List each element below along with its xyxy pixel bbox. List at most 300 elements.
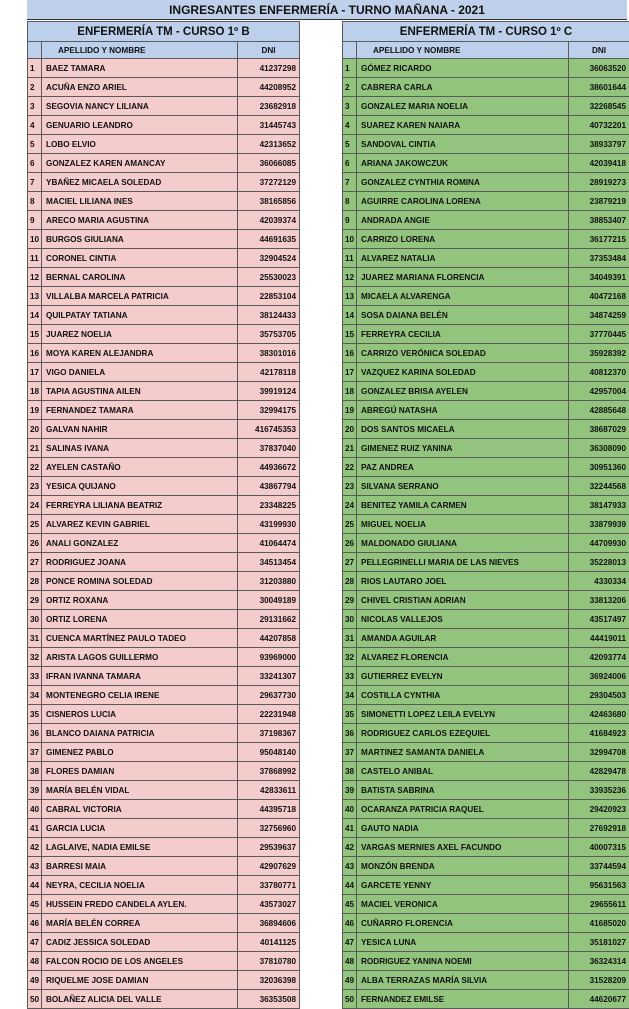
student-name: MICAELA ALVARENGA [357, 287, 569, 306]
student-name: JUAREZ MARIANA FLORENCIA [357, 268, 569, 287]
student-name: DOS SANTOS MICAELA [357, 420, 569, 439]
row-number: 47 [28, 933, 42, 952]
student-name: FERNANDEZ TAMARA [42, 401, 238, 420]
student-name: MALDONADO GIULIANA [357, 534, 569, 553]
table-row [343, 515, 629, 534]
student-name: BLANCO DAIANA PATRICIA [42, 724, 238, 743]
student-dni: 42039374 [238, 211, 300, 230]
row-number: 39 [343, 781, 357, 800]
student-name: VAZQUEZ KARINA SOLEDAD [357, 363, 569, 382]
row-number: 46 [28, 914, 42, 933]
table-row [28, 553, 300, 572]
table-row [343, 287, 629, 306]
student-dni: 41684923 [569, 724, 629, 743]
student-name: BATISTA SABRINA [357, 781, 569, 800]
student-dni: 32994708 [569, 743, 629, 762]
student-name: GARCIA LUCIA [42, 819, 238, 838]
row-number: 50 [343, 990, 357, 1009]
student-name: GONZALEZ MARIA NOELIA [357, 97, 569, 116]
table-row [28, 439, 300, 458]
row-number: 1 [343, 59, 357, 78]
row-number: 23 [28, 477, 42, 496]
row-number: 7 [343, 173, 357, 192]
course-b-rows [28, 59, 300, 1009]
student-dni: 40472168 [569, 287, 629, 306]
student-name: PELLEGRINELLI MARIA DE LAS NIEVES [357, 553, 569, 572]
student-dni: 35928392 [569, 344, 629, 363]
row-number: 44 [28, 876, 42, 895]
row-number: 42 [28, 838, 42, 857]
student-dni: 36308090 [569, 439, 629, 458]
student-dni: 43867794 [238, 477, 300, 496]
student-dni: 31528209 [569, 971, 629, 990]
row-number: 49 [28, 971, 42, 990]
student-dni: 37837040 [238, 439, 300, 458]
student-dni: 34513454 [238, 553, 300, 572]
student-name: QUILPATAY TATIANA [42, 306, 238, 325]
row-number: 19 [28, 401, 42, 420]
row-number: 23 [343, 477, 357, 496]
student-dni: 36063520 [569, 59, 629, 78]
row-number: 20 [28, 420, 42, 439]
table-row [28, 667, 300, 686]
student-name: ORTIZ LORENA [42, 610, 238, 629]
table-row [343, 97, 629, 116]
num-header [343, 42, 357, 59]
row-number: 25 [28, 515, 42, 534]
row-number: 13 [28, 287, 42, 306]
student-dni: 38147933 [569, 496, 629, 515]
table-row [28, 610, 300, 629]
row-number: 40 [343, 800, 357, 819]
student-name: ORTIZ ROXANA [42, 591, 238, 610]
student-name: TAPIA AGUSTINA AILEN [42, 382, 238, 401]
table-row [343, 268, 629, 287]
student-name: SIMONETTI LOPEZ LEILA EVELYN [357, 705, 569, 724]
student-dni: 42885648 [569, 401, 629, 420]
student-dni: 37770445 [569, 325, 629, 344]
student-dni: 34049391 [569, 268, 629, 287]
row-number: 24 [343, 496, 357, 515]
table-row [28, 268, 300, 287]
table-row [343, 743, 629, 762]
dni-header: DNI [569, 42, 629, 59]
student-name: FLORES DAMIAN [42, 762, 238, 781]
student-name: CISNEROS LUCIA [42, 705, 238, 724]
student-dni: 42907629 [238, 857, 300, 876]
table-row [28, 249, 300, 268]
student-name: MARÍA BELÉN CORREA [42, 914, 238, 933]
student-dni: 41064474 [238, 534, 300, 553]
row-number: 11 [28, 249, 42, 268]
student-name: SALINAS IVANA [42, 439, 238, 458]
row-number: 24 [28, 496, 42, 515]
row-number: 28 [28, 572, 42, 591]
table-row [28, 211, 300, 230]
page-title: INGRESANTES ENFERMERÍA - TURNO MAÑANA - 2021 [27, 0, 627, 20]
student-dni: 38124433 [238, 306, 300, 325]
student-name: GARCETE YENNY [357, 876, 569, 895]
student-name: MARÍA BELÉN VIDAL [42, 781, 238, 800]
row-number: 36 [343, 724, 357, 743]
table-row [28, 914, 300, 933]
table-row [28, 97, 300, 116]
student-name: YESICA LUNA [357, 933, 569, 952]
row-number: 31 [28, 629, 42, 648]
student-dni: 42829478 [569, 762, 629, 781]
row-number: 2 [343, 78, 357, 97]
table-row [28, 401, 300, 420]
table-row [28, 420, 300, 439]
row-number: 12 [28, 268, 42, 287]
table-row [343, 135, 629, 154]
table-row [343, 610, 629, 629]
student-name: CADIZ JESSICA SOLEDAD [42, 933, 238, 952]
student-name: CABRAL VICTORIA [42, 800, 238, 819]
student-dni: 44691635 [238, 230, 300, 249]
student-name: MIGUEL NOELIA [357, 515, 569, 534]
student-name: VILLALBA MARCELA PATRICIA [42, 287, 238, 306]
table-row [28, 838, 300, 857]
student-name: JUAREZ NOELIA [42, 325, 238, 344]
student-name: PONCE ROMINA SOLEDAD [42, 572, 238, 591]
table-row [28, 781, 300, 800]
row-number: 17 [28, 363, 42, 382]
student-dni: 93969000 [238, 648, 300, 667]
row-number: 30 [343, 610, 357, 629]
student-name: CASTELO ANIBAL [357, 762, 569, 781]
student-name: CARRIZO LORENA [357, 230, 569, 249]
student-dni: 36924006 [569, 667, 629, 686]
student-dni: 44395718 [238, 800, 300, 819]
row-number: 21 [343, 439, 357, 458]
student-name: BOLAÑEZ ALICIA DEL VALLE [42, 990, 238, 1009]
student-dni: 37810780 [238, 952, 300, 971]
table-row [28, 648, 300, 667]
student-dni: 38601644 [569, 78, 629, 97]
row-number: 20 [343, 420, 357, 439]
table-row [343, 762, 629, 781]
student-dni: 33935236 [569, 781, 629, 800]
student-name: GIMENEZ RUIZ YANINA [357, 439, 569, 458]
student-dni: 27692918 [569, 819, 629, 838]
student-dni: 38165856 [238, 192, 300, 211]
table-row [343, 572, 629, 591]
student-name: COSTILLA CYNTHIA [357, 686, 569, 705]
row-number: 36 [28, 724, 42, 743]
student-name: LOBO ELVIO [42, 135, 238, 154]
student-dni: 33813206 [569, 591, 629, 610]
student-dni: 23682918 [238, 97, 300, 116]
table-row [343, 971, 629, 990]
table-row [28, 325, 300, 344]
table-row [28, 952, 300, 971]
student-dni: 42833611 [238, 781, 300, 800]
row-number: 18 [343, 382, 357, 401]
student-dni: 34874259 [569, 306, 629, 325]
row-number: 19 [343, 401, 357, 420]
table-row [343, 306, 629, 325]
student-name: ALBA TERRAZAS MARÍA SILVIA [357, 971, 569, 990]
course-c-table [342, 21, 629, 1009]
student-dni: 44207858 [238, 629, 300, 648]
table-row [343, 591, 629, 610]
row-number: 46 [343, 914, 357, 933]
row-number: 15 [343, 325, 357, 344]
row-number: 32 [28, 648, 42, 667]
student-dni: 32756960 [238, 819, 300, 838]
table-row [343, 249, 629, 268]
table-row [343, 629, 629, 648]
row-number: 18 [28, 382, 42, 401]
table-row [343, 838, 629, 857]
name-header: APELLIDO Y NOMBRE [357, 42, 569, 59]
student-dni: 25530023 [238, 268, 300, 287]
table-row [343, 933, 629, 952]
row-number: 21 [28, 439, 42, 458]
student-name: MONZÓN BRENDA [357, 857, 569, 876]
table-row [343, 781, 629, 800]
table-row [28, 857, 300, 876]
student-name: GAUTO NADIA [357, 819, 569, 838]
student-name: GÓMEZ RICARDO [357, 59, 569, 78]
table-row [343, 876, 629, 895]
course-c-title: ENFERMERÍA TM - CURSO 1º C [343, 22, 629, 42]
row-number: 29 [343, 591, 357, 610]
row-number: 12 [343, 268, 357, 287]
table-row [28, 724, 300, 743]
student-dni: 42957004 [569, 382, 629, 401]
row-number: 6 [28, 154, 42, 173]
student-dni: 43199930 [238, 515, 300, 534]
table-row [343, 724, 629, 743]
student-dni: 31445743 [238, 116, 300, 135]
table-row [343, 800, 629, 819]
table-row [28, 59, 300, 78]
student-name: BENITEZ YAMILA CARMEN [357, 496, 569, 515]
table-row [28, 743, 300, 762]
row-number: 41 [343, 819, 357, 838]
student-name: GONZALEZ BRISA AYELEN [357, 382, 569, 401]
student-dni: 44419011 [569, 629, 629, 648]
student-name: VARGAS MERNIES AXEL FACUNDO [357, 838, 569, 857]
student-dni: 36066085 [238, 154, 300, 173]
table-row [28, 515, 300, 534]
row-number: 15 [28, 325, 42, 344]
table-row [343, 553, 629, 572]
table-row [343, 211, 629, 230]
row-number: 3 [343, 97, 357, 116]
student-dni: 22231948 [238, 705, 300, 724]
student-dni: 36353508 [238, 990, 300, 1009]
table-row [28, 876, 300, 895]
student-name: YESICA QUIJANO [42, 477, 238, 496]
table-row [28, 800, 300, 819]
table-row [28, 895, 300, 914]
student-name: CARRIZO VERÓNICA SOLEDAD [357, 344, 569, 363]
row-number: 3 [28, 97, 42, 116]
table-row [28, 572, 300, 591]
student-dni: 33241307 [238, 667, 300, 686]
row-number: 10 [343, 230, 357, 249]
row-number: 27 [343, 553, 357, 572]
row-number: 39 [28, 781, 42, 800]
student-name: GIMENEZ PABLO [42, 743, 238, 762]
row-number: 43 [28, 857, 42, 876]
student-name: MARTINEZ SAMANTA DANIELA [357, 743, 569, 762]
dni-header: DNI [238, 42, 300, 59]
student-dni: 44936672 [238, 458, 300, 477]
table-row [343, 401, 629, 420]
student-name: IFRAN IVANNA TAMARA [42, 667, 238, 686]
student-dni: 29131662 [238, 610, 300, 629]
table-row [343, 325, 629, 344]
student-name: PAZ ANDREA [357, 458, 569, 477]
table-row [343, 648, 629, 667]
student-dni: 35228013 [569, 553, 629, 572]
num-header [28, 42, 42, 59]
student-dni: 38853407 [569, 211, 629, 230]
table-row [343, 914, 629, 933]
student-name: FERREYRA LILIANA BEATRIZ [42, 496, 238, 515]
student-dni: 38301016 [238, 344, 300, 363]
table-row [28, 363, 300, 382]
student-dni: 38933797 [569, 135, 629, 154]
table-row [343, 439, 629, 458]
student-name: SUAREZ KAREN NAIARA [357, 116, 569, 135]
table-row [343, 363, 629, 382]
student-name: ARISTA LAGOS GUILLERMO [42, 648, 238, 667]
table-row [343, 230, 629, 249]
table-row [28, 287, 300, 306]
table-row [343, 458, 629, 477]
student-dni: 41237298 [238, 59, 300, 78]
row-number: 31 [343, 629, 357, 648]
student-name: SOSA DAIANA BELÉN [357, 306, 569, 325]
student-name: VIGO DANIELA [42, 363, 238, 382]
student-name: ARECO MARIA AGUSTINA [42, 211, 238, 230]
row-number: 38 [343, 762, 357, 781]
student-dni: 33780771 [238, 876, 300, 895]
student-name: AGUIRRE CAROLINA LORENA [357, 192, 569, 211]
student-dni: 22853104 [238, 287, 300, 306]
student-dni: 32036398 [238, 971, 300, 990]
row-number: 41 [28, 819, 42, 838]
course-c-rows [343, 59, 629, 1009]
row-number: 33 [28, 667, 42, 686]
table-row [28, 154, 300, 173]
student-dni: 42463680 [569, 705, 629, 724]
row-number: 47 [343, 933, 357, 952]
table-row [28, 477, 300, 496]
row-number: 34 [28, 686, 42, 705]
row-number: 30 [28, 610, 42, 629]
row-number: 9 [28, 211, 42, 230]
row-number: 35 [28, 705, 42, 724]
student-dni: 29420923 [569, 800, 629, 819]
student-name: FERREYRA CECILIA [357, 325, 569, 344]
student-dni: 40812370 [569, 363, 629, 382]
student-name: AYELEN CASTAÑO [42, 458, 238, 477]
table-row [343, 990, 629, 1009]
table-row [28, 534, 300, 553]
row-number: 8 [28, 192, 42, 211]
student-dni: 29539637 [238, 838, 300, 857]
row-number: 28 [343, 572, 357, 591]
student-dni: 4330334 [569, 572, 629, 591]
course-b-title: ENFERMERÍA TM - CURSO 1º B [28, 22, 300, 42]
student-dni: 95631563 [569, 876, 629, 895]
student-name: ALVAREZ NATALIA [357, 249, 569, 268]
row-number: 16 [343, 344, 357, 363]
row-number: 9 [343, 211, 357, 230]
student-dni: 31203880 [238, 572, 300, 591]
row-number: 6 [343, 154, 357, 173]
student-dni: 42039418 [569, 154, 629, 173]
student-name: BURGOS GIULIANA [42, 230, 238, 249]
table-row [28, 990, 300, 1009]
student-dni: 32994175 [238, 401, 300, 420]
student-name: ACUÑA ENZO ARIEL [42, 78, 238, 97]
student-dni: 30951360 [569, 458, 629, 477]
row-number: 42 [343, 838, 357, 857]
row-number: 8 [343, 192, 357, 211]
row-number: 13 [343, 287, 357, 306]
row-number: 38 [28, 762, 42, 781]
table-row [343, 705, 629, 724]
student-dni: 30049189 [238, 591, 300, 610]
table-row [343, 420, 629, 439]
student-name: ANDRADA ANGIE [357, 211, 569, 230]
table-row [28, 344, 300, 363]
table-row [343, 952, 629, 971]
table-row [28, 496, 300, 515]
table-row [343, 116, 629, 135]
table-row [343, 173, 629, 192]
table-row [28, 971, 300, 990]
student-name: MOYA KAREN ALEJANDRA [42, 344, 238, 363]
student-name: NEYRA, CECILIA NOELIA [42, 876, 238, 895]
student-name: BERNAL CAROLINA [42, 268, 238, 287]
table-row [343, 857, 629, 876]
row-number: 40 [28, 800, 42, 819]
table-row [343, 154, 629, 173]
student-dni: 44620677 [569, 990, 629, 1009]
student-dni: 35753705 [238, 325, 300, 344]
table-row [28, 116, 300, 135]
table-row [28, 933, 300, 952]
course-b-table [27, 21, 300, 1009]
table-row [343, 477, 629, 496]
student-dni: 40732201 [569, 116, 629, 135]
table-row [28, 192, 300, 211]
student-dni: 43517497 [569, 610, 629, 629]
table-row [28, 135, 300, 154]
row-number: 37 [28, 743, 42, 762]
row-number: 14 [28, 306, 42, 325]
student-name: GALVAN NAHIR [42, 420, 238, 439]
row-number: 35 [343, 705, 357, 724]
student-name: RIQUELME JOSE DAMIAN [42, 971, 238, 990]
student-dni: 32268545 [569, 97, 629, 116]
student-name: AMANDA AGUILAR [357, 629, 569, 648]
table-row [28, 458, 300, 477]
row-number: 44 [343, 876, 357, 895]
student-dni: 23348225 [238, 496, 300, 515]
student-dni: 36177215 [569, 230, 629, 249]
row-number: 50 [28, 990, 42, 1009]
table-row [343, 667, 629, 686]
